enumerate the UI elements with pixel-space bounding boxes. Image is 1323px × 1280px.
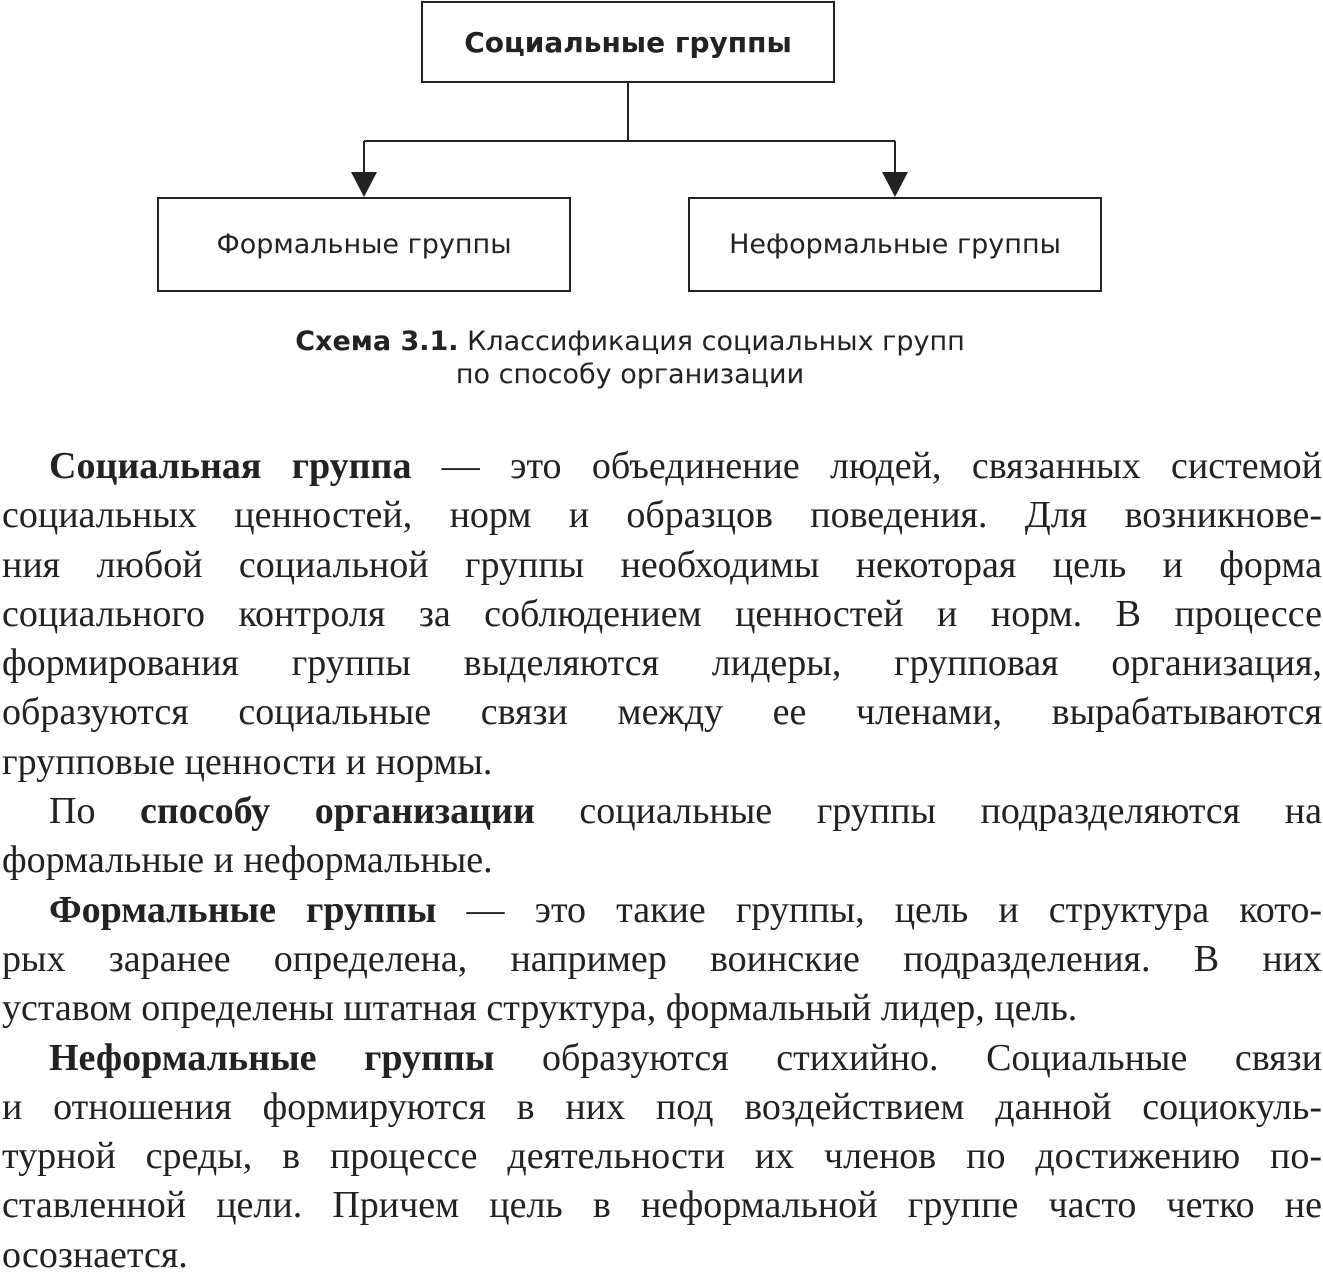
text-line: образуются социальные связи между ее членами, вырабатываются [2,691,1322,734]
text-line [2,787,1322,836]
text-line: формальные и неформальные. [2,839,493,882]
paragraph-organization-method [2,787,1322,886]
text-line: социальных ценностей, норм и образцов поведения. Для возникнове- [2,494,1322,537]
node-social-groups: Социальные группы [421,1,835,83]
paragraph-formal-groups [2,886,1322,1034]
line-text: образуются стихийно. Социальные связи [494,1036,1322,1079]
text-line: и отношения формируются в них под воздействием данной социокуль- [2,1085,1322,1128]
text-line [2,886,1322,935]
line-text: — это объединение людей, связанных системой [411,445,1322,487]
arrowhead-right [882,172,908,197]
caption-text-line-1: Классификация социальных групп [467,326,965,357]
classification-diagram [0,0,1323,300]
text-line: формирования группы выделяются лидеры, групповая организация, [2,642,1322,685]
node-formal-groups: Формальные группы [157,197,571,292]
text-line: ставленной цели. Причем цель в неформальной группе часто четко не [2,1184,1322,1227]
term-bold: Неформальные группы [49,1036,495,1079]
line-text: По [49,790,140,833]
text-line: ния любой социальной группы необходимы некоторая цель и форма [2,543,1322,586]
body-text [2,442,1322,1280]
text-line [2,442,1322,491]
text-line: уставом определены штатная структура, формальный лидер, цель. [2,987,1078,1030]
term-bold: Социальная группа [49,445,412,487]
text-line: осознается. [2,1233,188,1276]
arrowhead-left [351,172,377,197]
node-informal-groups: Неформальные группы [688,197,1102,292]
caption-label: Схема 3.1. [295,326,459,357]
term-bold: способу организации [140,790,535,833]
figure-caption [0,325,1260,391]
paragraph-social-group [2,442,1322,787]
text-line [2,1034,1322,1083]
line-text: — это такие группы, цель и структура кото- [436,888,1322,931]
text-line: турной среды, в процессе деятельности их членов по достижению по- [2,1135,1322,1178]
line-text: социальные группы подразделяются на [534,790,1323,833]
text-line: групповые ценности и нормы. [2,740,493,783]
text-line: социального контроля за соблюдением ценностей и норм. В процессе [2,592,1322,635]
text-line: рых заранее определена, например воинские подразделения. В них [2,937,1322,980]
paragraph-informal-groups [2,1034,1322,1280]
caption-text-line-2: по способу организации [455,359,805,390]
term-bold: Формальные группы [49,888,437,931]
